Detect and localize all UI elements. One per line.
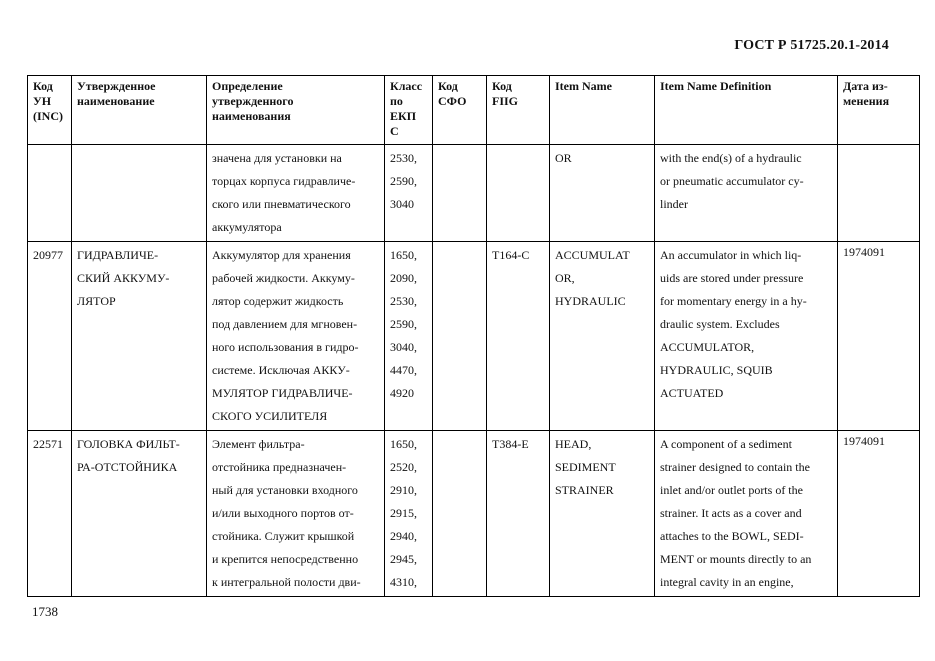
table-row xyxy=(28,242,920,431)
page-number: 1738 xyxy=(32,604,58,619)
header-item-name: Item Name xyxy=(550,76,655,145)
cell-item-name: OR xyxy=(550,145,655,242)
table-row xyxy=(28,431,920,597)
standard-header: ГОСТ Р 51725.20.1-2014 xyxy=(734,38,889,53)
header-name-definition: Определение утвержденного наименования xyxy=(207,76,385,145)
cell-inc-code xyxy=(28,145,72,242)
cell-fiig-code xyxy=(487,145,550,242)
cell-name-definition: Аккумулятор для хранения рабочей жидкости. Аккуму- лятор содержит жидкость под давлением для мгновен- ного использования в гидро- системе. Исключая АККУ- МУЛЯТОР ГИДРАВЛИЧЕ- СКОГО УСИЛИТЕЛЯ xyxy=(207,242,385,431)
cell-sfo-code xyxy=(433,242,487,431)
cell-fiig-code: T164-C xyxy=(487,242,550,431)
header-change-date: Дата из- менения xyxy=(838,76,920,145)
cell-item-name: HEAD, SEDIMENT STRAINER xyxy=(550,431,655,597)
cell-inc-code: 22571 xyxy=(28,431,72,597)
header-item-name-definition: Item Name Definition xyxy=(655,76,838,145)
header-approved-name: Утвержденное наименование xyxy=(72,76,207,145)
cell-item-name-definition: A component of a sediment strainer designed to contain the inlet and/or outlet ports of the strainer. It acts as a cover and attaches to the BOWL, SEDI- MENT or mounts directly to an integral cavity in an engine, xyxy=(655,431,838,597)
cell-change-date xyxy=(838,145,920,242)
header-fiig-code: Код FIIG xyxy=(487,76,550,145)
cell-fiig-code: T384-E xyxy=(487,431,550,597)
cell-name-definition: значена для установки на торцах корпуса гидравличе- ского или пневматического аккумулятора xyxy=(207,145,385,242)
cell-approved-name xyxy=(72,145,207,242)
cell-ekp-class: 1650, 2090, 2530, 2590, 3040, 4470, 4920 xyxy=(385,242,433,431)
cell-inc-code: 20977 xyxy=(28,242,72,431)
cell-sfo-code xyxy=(433,431,487,597)
cell-item-name-definition: An accumulator in which liq- uids are stored under pressure for momentary energy in a hy- draulic system. Excludes ACCUMULATOR, HYDRAULIC, SQUIB ACTUATED xyxy=(655,242,838,431)
cell-ekp-class: 2530, 2590, 3040 xyxy=(385,145,433,242)
cell-approved-name: ГИДРАВЛИЧЕ- СКИЙ АККУМУ- ЛЯТОР xyxy=(72,242,207,431)
cell-item-name: ACCUMULAT OR, HYDRAULIC xyxy=(550,242,655,431)
table-header-row xyxy=(28,76,920,145)
cell-item-name-definition: with the end(s) of a hydraulic or pneumatic accumulator cy- linder xyxy=(655,145,838,242)
cell-ekp-class: 1650, 2520, 2910, 2915, 2940, 2945, 4310, xyxy=(385,431,433,597)
header-sfo-code: Код СФО xyxy=(433,76,487,145)
cell-change-date: 1974091 xyxy=(838,431,920,597)
cell-change-date: 1974091 xyxy=(838,242,920,431)
cell-sfo-code xyxy=(433,145,487,242)
catalog-table xyxy=(27,75,920,597)
header-ekp-class: Класс по ЕКП С xyxy=(385,76,433,145)
cell-name-definition: Элемент фильтра- отстойника предназначен- ный для установки входного и/или выходного портов от- стойника. Служит крышкой и крепится непосредственно к интегральной полости дви- xyxy=(207,431,385,597)
cell-approved-name: ГОЛОВКА ФИЛЬТ- РА-ОТСТОЙНИКА xyxy=(72,431,207,597)
table-row xyxy=(28,145,920,242)
header-inc-code: Код УН (INC) xyxy=(28,76,72,145)
